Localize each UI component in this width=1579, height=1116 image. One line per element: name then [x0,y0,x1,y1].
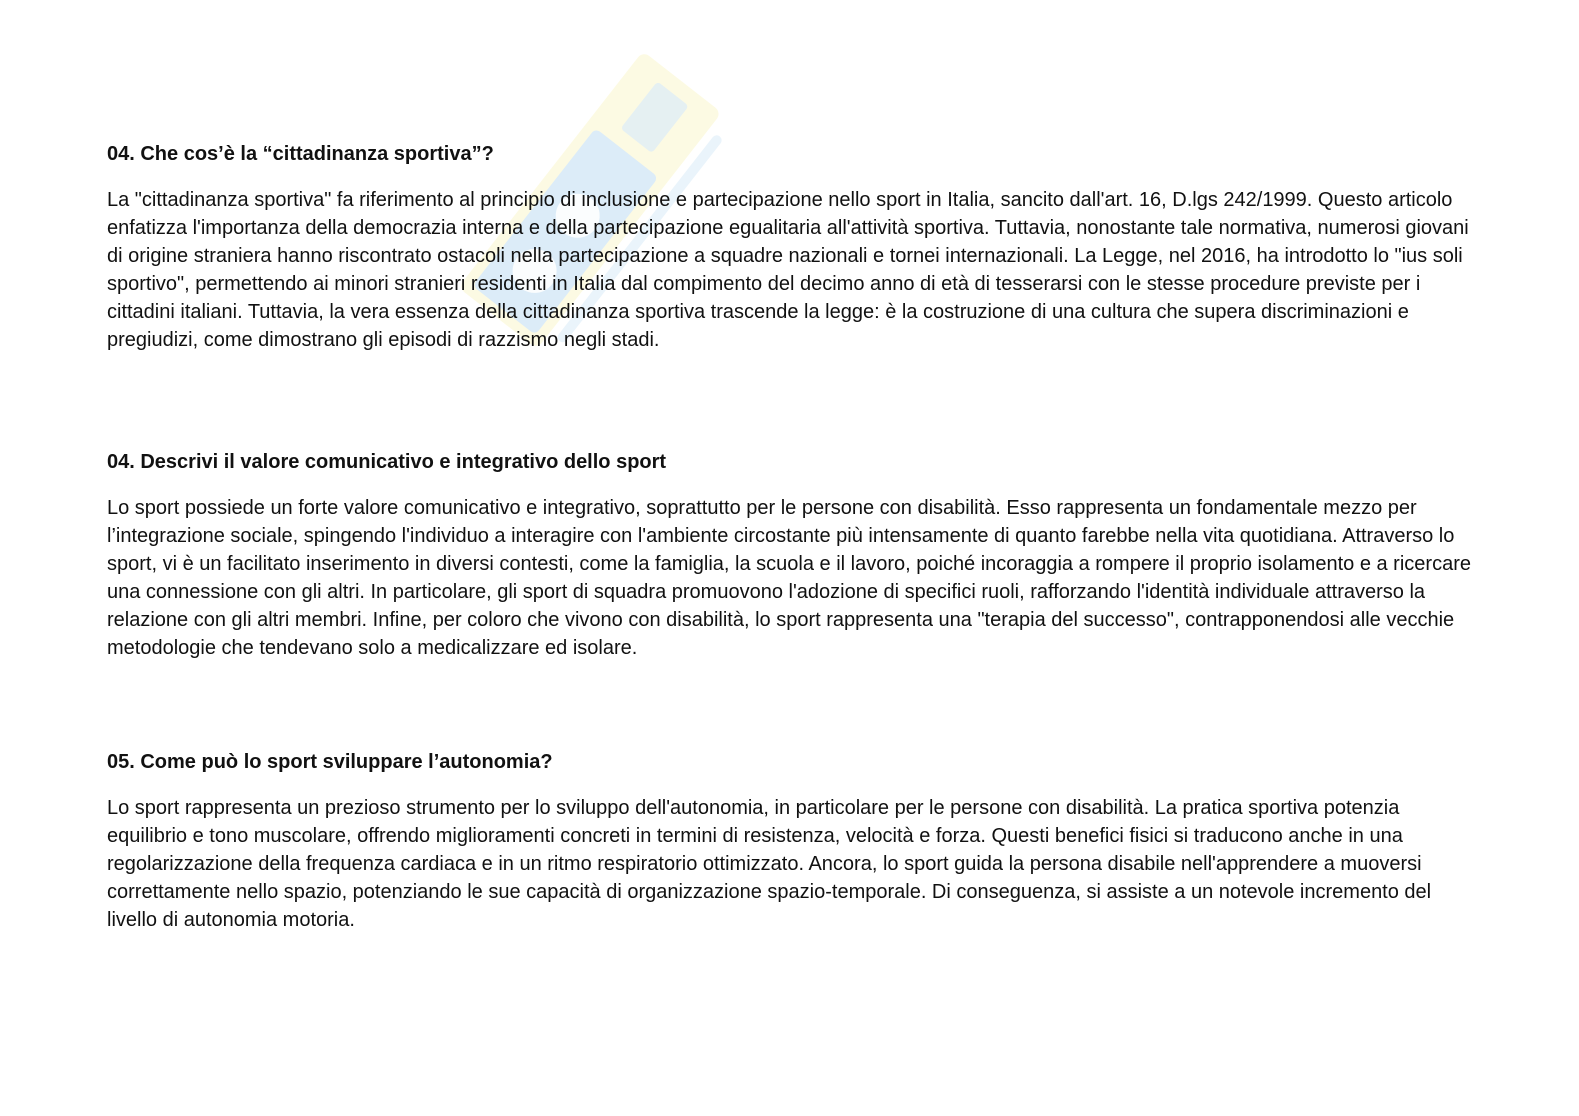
answer-paragraph: La "cittadinanza sportiva" fa riferimento al principio di inclusione e partecipazione nello sport in Italia, sancito dall'art. 16, D.lgs 242/1999. Questo articolo enfatizza l'importanza della democrazia interna e della partecipazione egualitaria all'attività sportiva. Tuttavia, nonostante tale normativa, numerosi giovani di origine straniera hanno riscontrato ostacoli nella partecipazione a squadre nazionali e tornei internazionali. La Legge, nel 2016, ha introdotto lo "ius soli sportivo", permettendo ai minori stranieri residenti in Italia dal compimento del decimo anno di età di tesserarsi con le stesse procedure previste per i cittadini italiani. Tuttavia, la vera essenza della cittadinanza sportiva trascende la legge: è la costruzione di una cultura che supera discriminazioni e pregiudizi, come dimostrano gli episodi di razzismo negli stadi. [107,189,1469,351]
answer-paragraph: Lo sport rappresenta un prezioso strumento per lo sviluppo dell'autonomia, in particolare per le persone con disabilità. La pratica sportiva potenzia equilibrio e tono muscolare, offrendo miglioramenti concreti in termini di resistenza, velocità e forza. Questi benefici fisici si traducono anche in una regolarizzazione della frequenza cardiaca e in un ritmo respiratorio ottimizzato. Ancora, lo sport guida la persona disabile nell'apprendere a muoversi correttamente nello spazio, potenziando le sue capacità di organizzazione spazio-temporale. Di conseguenza, si assiste a un notevole incremento del livello di autonomia motoria. [107,797,1432,931]
qa-section-valore-comunicativo [107,448,1477,748]
qa-section-cittadinanza [107,140,1477,448]
answer-paragraph: Lo sport possiede un forte valore comunicativo e integrativo, soprattutto per le persone con disabilità. Esso rappresenta un fondamentale mezzo per l’integrazione sociale, spingendo l'individuo a interagire con l'ambiente circostante più intensamente di quanto farebbe nella vita quotidiana. Attraverso lo sport, vi è un facilitato inserimento in diversi contesti, come la famiglia, la scuola e il lavoro, poiché incoraggia a rompere il proprio isolamento e a ricercare una connessione con gli altri. In particolare, gli sport di squadra promuovono l'adozione di specifici ruoli, rafforzando l'identità individuale attraverso la relazione con gli altri membri. Infine, per coloro che vivono con disabilità, lo sport rappresenta una "terapia del successo", contrapponendosi alle vecchie metodologie che tendevano solo a medicalizzare ed isolare. [107,497,1471,659]
qa-section-autonomia [107,748,1477,934]
question-heading: 04. Descrivi il valore comunicativo e integrativo dello sport [107,451,667,473]
question-heading: 04. Che cos’è la “cittadinanza sportiva”? [107,143,494,165]
document-body [107,140,1477,934]
question-heading: 05. Come può lo sport sviluppare l’autonomia? [107,751,553,773]
